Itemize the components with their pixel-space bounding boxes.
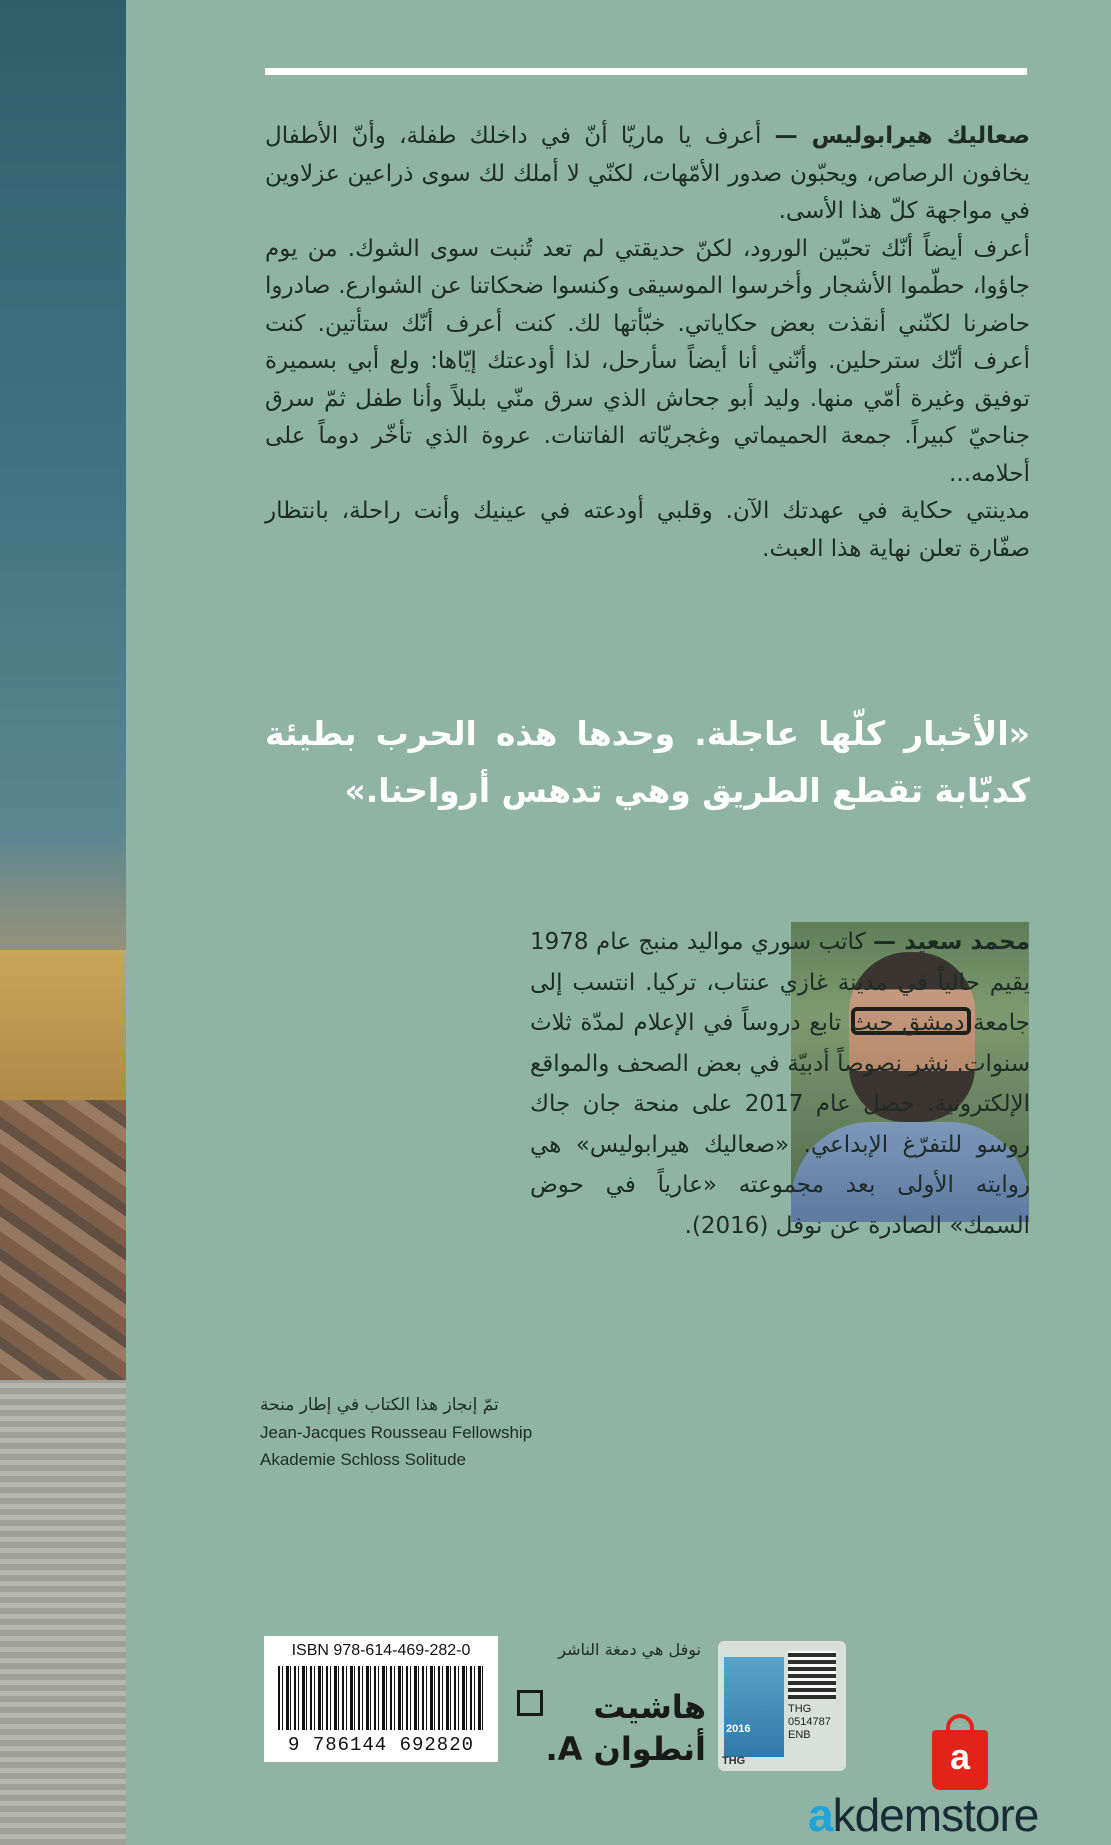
bag-handle <box>946 1714 974 1732</box>
blurb-paragraph-3: مدينتي حكاية في عهدتك الآن. وقلبي أودعته في عينيك وأنت راحلة، بانتظار صفّارة تعلن نهاية هذا العبث. <box>265 498 1030 562</box>
sticker-code-line-2: 0514787 <box>788 1716 831 1728</box>
fellowship-line-2: Akademie Schloss Solitude <box>260 1450 467 1469</box>
fellowship-note <box>260 1392 580 1473</box>
blurb-paragraph-2: أعرف أيضاً أنّك تحبّين الورود، لكنّ حديقتي لم تعد تُنبت سوى الشوك. من يوم جاؤوا، حطّموا الأشجار وأخرسوا الموسيقى وكنسوا ضحكاتنا عن الشوارع. صادروا حاضرنا لكنّني أنقذت بعض حكاياتي. خبّأتها لك. كنت أعرف أنّك ستأتين. كنت أعرف أنّك سترحلين. وأنّني أنا أيضاً سأرحل، لذا أودعتك إيّاها: ولع أبي بسميرة توفيق وغيرة أمّي منها. وليد أبو جحاش الذي سرق منّي بلبلاً وأنا طفل ثمّ سرق جناحيّ كبيراً. جمعة الحميماتي وغجريّاته الفاتنات. عروة الذي تأخّر دوماً على أحلامه... <box>265 235 1030 487</box>
author-bio-text: كاتب سوري مواليد منبج عام 1978 يقيم حالياً في مدينة غازي عنتاب، تركيا. انتسب إلى جامعة دمشق حيث تابع دروساً في الإعلام لمدّة ثلاث سنوات. نشر نصوصاً أدبيّة في بعض الصحف والمواقع الإلكترونية. حصل عام 2017 على منحة جان جاك روسو للتفرّغ الإبداعي. «صعاليك هيرابوليس» هي روايته الأولى بعد مجموعته «عارياً في حوض السمك» الصادرة عن نوفل (2016). <box>530 929 1030 1239</box>
blurb-paragraph-1 <box>265 118 1030 231</box>
sticker-code <box>788 1703 844 1742</box>
library-sticker <box>718 1641 846 1771</box>
sticker-year: 2016 <box>726 1723 751 1735</box>
qr-code-icon <box>788 1651 836 1699</box>
barcode <box>264 1636 498 1762</box>
top-divider <box>265 68 1027 75</box>
spine-rubble-image <box>0 1100 126 1380</box>
book-title-lead: صعاليك هيرابوليس — <box>774 123 1031 149</box>
blurb-paragraph-1-text: أعرف يا ماريّا أنّ في داخلك طفلة، وأنّ الأطفال يخافون الرصاص، ويحبّون صدور الأمّهات، لكنّي لا أملك لك سوى ذراعين عزلاوين في مواجهة كلّ هذا الأسى. <box>265 123 1030 224</box>
sticker-bottom-code: THG <box>722 1755 746 1767</box>
bag-letter: a <box>949 1736 971 1777</box>
store-name-rest: kdemstore <box>832 1789 1039 1841</box>
publisher-note: نوفل هي دمغة الناشر <box>558 1640 701 1659</box>
pull-quote: «الأخبار كلّها عاجلة. وحدها هذه الحرب بطيئة كدبّابة تقطع الطريق وهي تدهس أرواحنا.» <box>265 714 1030 810</box>
fellowship-arabic: تمّ إنجاز هذا الكتاب في إطار منحة <box>260 1395 499 1415</box>
barcode-digits: 9 786144 692820 <box>287 1734 475 1756</box>
shopping-bag-icon <box>932 1730 988 1790</box>
barcode-bars <box>278 1666 484 1730</box>
store-name-first: a <box>808 1789 833 1841</box>
author-name: محمد سعيد — <box>872 929 1030 955</box>
sticker-code-line-3: ENB <box>788 1729 811 1741</box>
fellowship-line-1: Jean-Jacques Rousseau Fellowship <box>260 1423 533 1442</box>
spine-photo <box>0 0 126 1845</box>
spine-wall-image <box>0 950 126 1100</box>
spine-ground-image <box>0 1380 126 1845</box>
sticker-badge <box>724 1657 784 1757</box>
author-bio <box>530 922 1030 1246</box>
sticker-code-line-1: THG <box>788 1703 812 1715</box>
blurb <box>265 118 1030 568</box>
store-watermark <box>808 1788 1038 1842</box>
publisher-name-line-2: أنطوان A. <box>545 1730 706 1768</box>
isbn-label: ISBN 978-614-469-282-0 <box>291 1642 471 1659</box>
publisher-name-line-1: هاشيت <box>593 1688 706 1726</box>
